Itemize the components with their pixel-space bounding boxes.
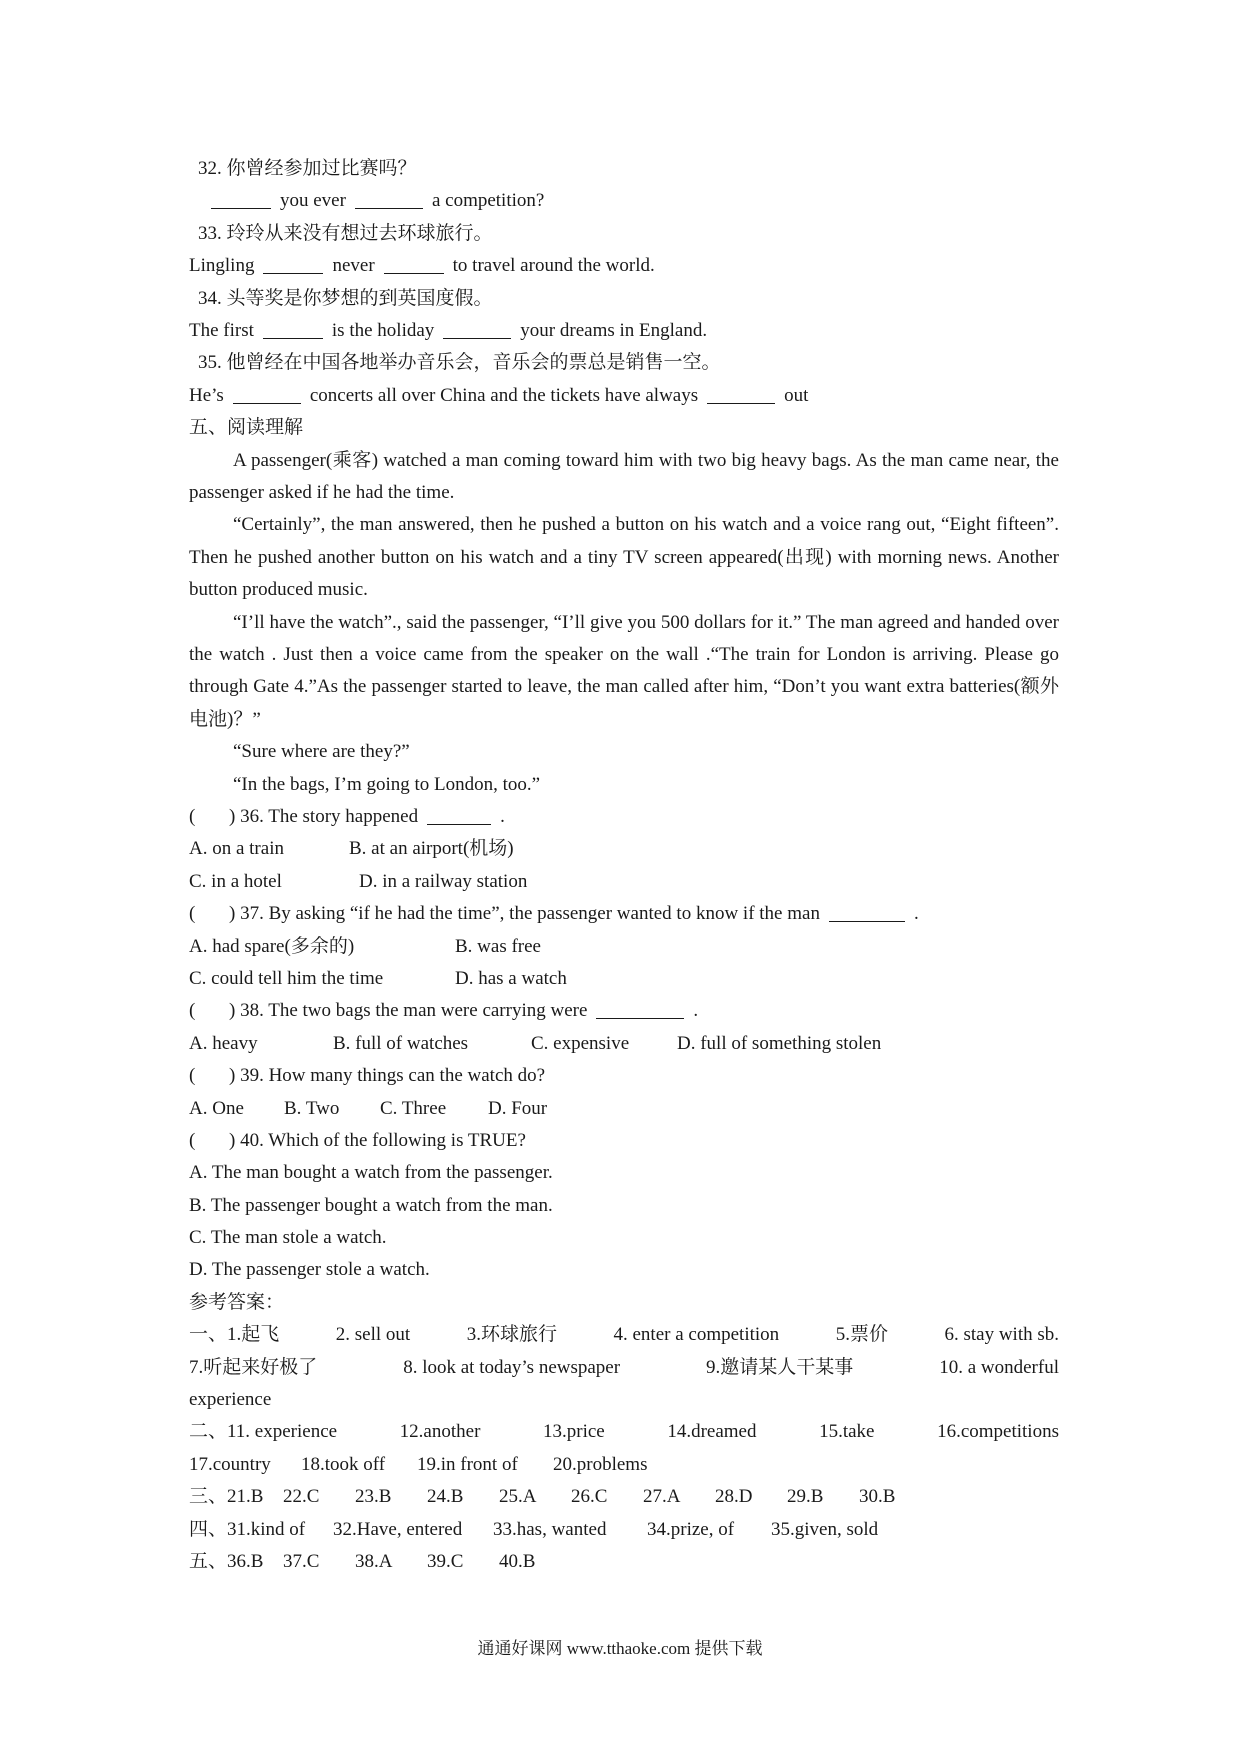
q32-english: you ever a competition? [189,185,1059,217]
answer-blank[interactable] [443,318,511,339]
answer-row: 17.country 18.took off 19.in front of 20.problems [189,1453,648,1475]
q36-options-cd [189,866,1059,898]
answer-row: 二、11. experience 12.another 13.price 14.dreamed 15.take 16.competitions [189,1421,1059,1443]
answer-blank[interactable] [829,901,905,922]
answer-blank[interactable] [263,318,323,339]
page-footer: 通通好课网 www.tthaoke.com 提供下载 [477,1639,763,1658]
q35-english: He’s concerts all over China and the tickets have always out [189,384,809,406]
option-b[interactable]: B. was free [455,935,541,957]
q33-english: Lingling never to travel around the world. [189,255,655,277]
q37-options-cd [189,963,1059,995]
q39-options [189,1093,1059,1125]
answer-blank[interactable] [596,998,684,1019]
option-c[interactable]: C. Three [380,1097,447,1119]
q33-chinese: 33. 玲玲从来没有想过去环球旅行。 [198,222,493,244]
answer-blank[interactable] [211,188,271,209]
q35-chinese: 35. 他曾经在中国各地举办音乐会，音乐会的票总是销售一空。 [198,352,721,374]
passage-paragraph: “I’ll have the watch”., said the passenger, “I’ll give you 500 dollars for it.” The man agreed and handed over the watch . Just then a voice came from the speaker on the wall .“The train for London is arriving. Please go through Gate 4.”As the passenger started to leave, the man called after him, “Don’t you want extra batteries(额外电池)？” [189,611,1059,730]
answer-row: 五、36.B 37.C 38.A 39.C 40.B [189,1550,536,1572]
section-heading: 五、阅读理解 [189,417,304,439]
q36-options-ab [189,833,1059,865]
option-a[interactable]: A. One [189,1097,244,1119]
q40-stem: ( ) 40. Which of the following is TRUE? [189,1129,526,1151]
answer-row: 三、21.B 22.C 23.B 24.B 25.A 26.C 27.A 28.D 29.B 30.B [189,1486,896,1508]
option-c[interactable]: C. expensive [531,1032,630,1054]
answer-row: 一、1.起飞 2. sell out 3.环球旅行 4. enter a competition 5.票价 6. stay with sb. [189,1324,1059,1346]
passage-paragraph: “Sure where are they?” [233,741,410,763]
answer-blank[interactable] [427,804,491,825]
q36-stem: ( ) 36. The story happened . [189,805,505,827]
option-b[interactable]: B. Two [284,1097,340,1119]
option-d[interactable]: D. The passenger stole a watch. [189,1259,430,1281]
q38-options [189,1028,1059,1060]
option-a[interactable]: A. heavy [189,1032,258,1054]
passage-paragraph: “Certainly”, the man answered, then he pushed a button on his watch and a voice rang out, “Eight fifteen”. Then he pushed another button on his watch and a tiny TV screen appeared(出现) with morning news. Another button produced music. [189,514,1059,601]
answer-blank[interactable] [233,383,301,404]
answer-row: 7.听起来好极了 8. look at today’s newspaper 9.邀请某人干某事 10. a wonderful [189,1356,1059,1378]
answer-blank[interactable] [384,253,444,274]
option-d[interactable]: D. has a watch [455,967,567,989]
q39-stem: ( ) 39. How many things can the watch do? [189,1065,546,1087]
passage-paragraph: “In the bags, I’m going to London, too.” [233,773,541,795]
passage-paragraph: A passenger(乘客) watched a man coming toward him with two big heavy bags. As the man came near, the passenger asked if he had the time. [189,449,1059,503]
option-b[interactable]: B. full of watches [333,1032,469,1054]
option-d[interactable]: D. full of something stolen [677,1032,882,1054]
option-a[interactable]: A. on a train [189,838,284,860]
option-b[interactable]: B. at an airport(机场) [349,838,514,860]
option-a[interactable]: A. The man bought a watch from the passenger. [189,1162,553,1184]
answer-row: experience [189,1389,272,1411]
option-c[interactable]: C. could tell him the time [189,967,384,989]
q38-stem: ( ) 38. The two bags the man were carrying were . [189,1000,699,1022]
q32-chinese: 32. 你曾经参加过比赛吗？ [198,158,417,179]
option-d[interactable]: D. in a railway station [359,870,528,892]
answer-blank[interactable] [707,383,775,404]
q37-options-ab [189,931,1059,963]
answer-blank[interactable] [355,188,423,209]
q34-english: The first is the holiday your dreams in England. [189,319,708,341]
q37-stem: ( ) 37. By asking “if he had the time”, the passenger wanted to know if the man . [189,903,919,925]
option-a[interactable]: A. had spare(多余的) [189,935,355,957]
worksheet-page [189,153,1059,1578]
option-b[interactable]: B. The passenger bought a watch from the man. [189,1194,553,1216]
option-c[interactable]: C. in a hotel [189,870,282,892]
option-c[interactable]: C. The man stole a watch. [189,1227,387,1249]
answer-blank[interactable] [263,253,323,274]
option-d[interactable]: D. Four [488,1097,548,1119]
q34-chinese: 34. 头等奖是你梦想的到英国度假。 [198,287,493,309]
answers-title: 参考答案： [189,1291,285,1313]
answer-row: 四、31.kind of 32.Have, entered 33.has, wanted 34.prize, of 35.given, sold [189,1518,879,1540]
